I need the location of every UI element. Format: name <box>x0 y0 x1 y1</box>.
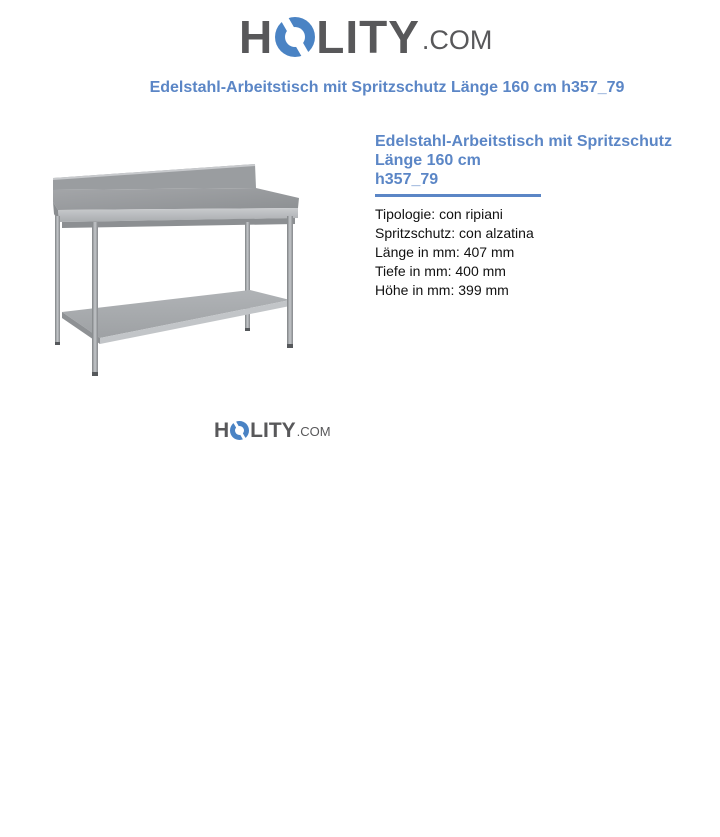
product-heading <box>375 132 705 189</box>
spec-row: Tipologie: con ripiani <box>375 206 503 222</box>
spec-row: Tiefe in mm: 400 mm <box>375 263 506 279</box>
heading-divider <box>375 194 541 197</box>
brand-logo[interactable] <box>239 11 493 63</box>
spec-row: Länge in mm: 407 mm <box>375 244 515 260</box>
page-title: Edelstahl-Arbeitstisch mit Spritzschutz Länge 160 cm h357_79 <box>149 79 625 96</box>
logo-o-icon <box>275 17 315 57</box>
logo-letters: LITY <box>316 11 420 63</box>
product-specs <box>375 205 534 300</box>
logo-small-letters: LITY <box>250 419 296 442</box>
logo-small-letter-h: H <box>214 419 230 442</box>
logo-domain-suffix: .COM <box>421 25 493 55</box>
brand-logo-small <box>214 420 331 441</box>
product-image <box>40 150 312 386</box>
logo-small-domain-suffix: .COM <box>296 424 331 439</box>
product-heading-line: Länge 160 cm <box>375 152 481 169</box>
spec-row: Höhe in mm: 399 mm <box>375 282 509 298</box>
product-heading-line: Edelstahl-Arbeitstisch mit Spritzschutz <box>375 133 672 150</box>
logo-letter-h: H <box>239 11 274 63</box>
product-heading-line: h357_79 <box>375 171 439 188</box>
spec-row: Spritzschutz: con alzatina <box>375 225 534 241</box>
logo-small-o-icon <box>230 421 249 440</box>
table-top <box>53 188 299 210</box>
